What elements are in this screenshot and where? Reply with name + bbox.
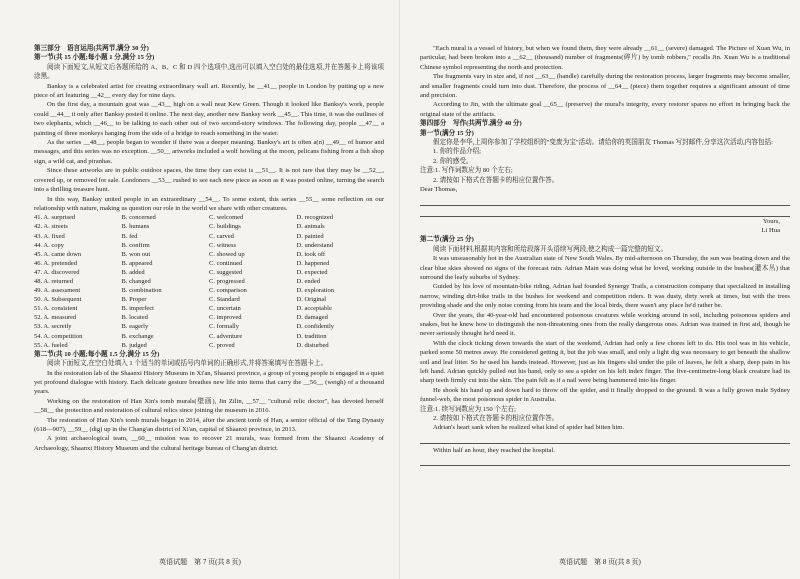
option-d: D. exploration (296, 287, 335, 295)
option-d: D. recognized (296, 214, 333, 222)
option-a: 41. A. surprised (34, 214, 76, 222)
option-b: B. appeared (121, 259, 153, 267)
option-b: B. won out (121, 250, 151, 258)
option-c: C. welcomed (209, 214, 244, 222)
part2-heading: 第二节(共 10 小题;每小题 1.5 分,满分 15 分) (34, 350, 160, 358)
question-options (34, 232, 384, 241)
option-c: C. continued (209, 259, 243, 267)
writing1-prompt: 假定你是李华,上周你参加了学校组织的"变废为宝"活动。请给你的英国朋友 Thomas 写封邮件,分享这次活动,内容包括: (433, 139, 774, 147)
option-b: B. humans (121, 223, 150, 231)
writing1-note: 2. 请按如下格式在答题卡的相应位置作答。 (433, 176, 559, 184)
option-c: C. uncertain (209, 305, 241, 313)
option-d: D. disturbed (296, 341, 329, 349)
passage-paragraph: Since these artworks are in public outdoor spaces, the time they can exist is __51__. It is not rare that they may be __52__, covered up, or removed for sale. Londoners __53__ rushed to see each new piece as soon as it was posted online, turning the search into a thrilling treasure hunt. (34, 167, 384, 194)
hanxin-passage (34, 369, 384, 454)
question-options (34, 213, 384, 222)
passage-paragraph: Banksy is a celebrated artist for creating extraordinary wall art. Recently, he __41__ people in London by putting up a new piece of art featuring __42__ every day for nine days. (34, 82, 384, 100)
option-a: 45. A. came down (34, 250, 82, 258)
option-a: 48. A. returned (34, 277, 73, 285)
option-d: D. happened (296, 259, 330, 267)
continuation-opener-2: Within half an hour, they reached the hospital. (433, 446, 555, 454)
option-b: B. added (121, 268, 145, 276)
option-b: B. concerned (121, 214, 156, 222)
writing2-heading: 第二节(满分 25 分) (420, 236, 474, 244)
page-footer: 英语试题 第 8 页(共 8 页) (559, 558, 641, 566)
option-d: D. expected (296, 268, 328, 276)
writing1-note: 1. 写作词数应为 80 个左右; (435, 167, 513, 175)
writing2-note: 1. 续写词数应为 150 个左右; (435, 405, 516, 413)
option-d: D. ended (296, 277, 320, 285)
option-a: 50. A. Subsequent (34, 296, 82, 304)
page-8-content (420, 44, 790, 466)
letter-signature: Li Hua (761, 226, 780, 234)
answer-line (420, 206, 790, 217)
option-a: 43. A. fixed (34, 232, 65, 240)
option-b: B. imperfect (121, 305, 154, 313)
passage-paragraph: In this way, Banksy united people in an extraordinary __54__. To some extent, this series __55__ some reflection on our relationship with nature, making us question our role in the world we share with other creatures. (34, 195, 384, 212)
writing1-heading: 第一节(满分 15 分) (420, 129, 474, 137)
option-d: D. understand (296, 241, 333, 249)
writing2-note: 2. 请按如下格式在答题卡的相应位置作答。 (433, 415, 559, 423)
notes-label: 注意: (420, 167, 436, 175)
option-b: B. changed (121, 277, 151, 285)
option-d: D. confidently (296, 323, 335, 331)
story-paragraph: Guided by his love of mountain-bike riding, Adrian had founded Synergy Trails, a construction company that specialized in installing narrow, winding dirt-bike trails in the bushes for weekend and competition riders. It was dusty, dirty work at times, but with the trees providing shade and the only noise coming from his team and the local birds, there wasn't any place he'd rather be. (420, 283, 790, 310)
option-c: C. proved (209, 341, 235, 349)
option-d: D. animals (296, 223, 325, 231)
passage-paragraph: The restoration of Han Xin's tomb murals began in 2014, after the ancient tomb of Han, a senior official of the Tang Dynasty (618—907), __59__ (dig) up in the Chang'an district of Xi'an, capital of Shaanxi province, in 2013. (34, 416, 384, 433)
letter-salutation: Dear Thomas, (420, 186, 458, 194)
option-c: C. witness (209, 241, 237, 249)
question-options (34, 322, 384, 331)
part4-title: 第四部分 写作(共两节,满分 40 分) (420, 120, 522, 128)
option-a: 53. A. secretly (34, 323, 72, 331)
option-d: D. took off (296, 250, 326, 258)
option-b: B. eagerly (121, 323, 149, 331)
question-options (34, 313, 384, 322)
story-paragraph: Over the years, the 40-year-old had encountered poisonous creatures while working around in soil, including poisonous spiders and snakes, but he knew how to distinguish the non-threatening ones from the really dangerous ones. Adrian was trained in first aid, though he never seriously thought he'd need it. (420, 311, 790, 338)
option-a: 44. A. copy (34, 241, 64, 249)
answer-line (420, 195, 790, 206)
option-d: D. acceptable (296, 305, 332, 313)
notes-label: 注意: (420, 405, 436, 413)
passage-paragraph: Working on the restoration of Han Xin's tomb murals(壁画), Jin Zilin, __57__ "cultural relic doctor", has devoted herself __58__ the protection and restoration of cultural relics since joining the museum in 2016. (34, 397, 384, 415)
part1-instructions: 阅读下面短文,从短文后各题所给的 A、B、C 和 D 四个选项中,选出可以填入空白处的最佳选项,并在答题卡上将该项涂黑。 (34, 63, 384, 81)
options-table (34, 213, 384, 349)
question-options (34, 295, 384, 304)
option-c: C. progressed (209, 277, 245, 285)
question-options (34, 304, 384, 313)
passage-paragraph: The fragments vary in size and, if not __63__ (handle) carefully during the restoration process, larger fragments may become smaller, and smaller fragments could turn into dust. Therefore, the process of __64__ (piece) them together requires a significant amount of time and precision. (420, 73, 790, 100)
story-paragraph: He shook his hand up and down hard to throw off the spider, and it finally dropped to the ground. It was a fully grown male Sydney funnel-web, the most poisonous spider in Australia. (420, 386, 790, 404)
option-b: B. combination (121, 287, 162, 295)
answer-line (420, 455, 790, 466)
page-footer: 英语试题 第 7 页(共 8 页) (159, 558, 241, 566)
option-c: C. Standard (209, 296, 240, 304)
answer-line (420, 433, 790, 444)
story-paragraph: With the clock ticking down towards the start of the weekend, Adrian had only a few chores left to do. His tool was in his vehicle, parked some 50 metres away. He considered getting it, but the job was small, and only a light dig was necessary to get beneath the shallow soil and leaf litter. So he used his hands instead. However, just as his fingers slid under the pile of leaves, he felt a sharp, deep pain in his left hand. Adrian quickly pulled out his hand, only to see a spider on his left index finger. The five-centimetre-long black creature had its sharp teeth firmly cut into the skin. The pain felt as if a nail were being hammered into his finger. (420, 339, 790, 385)
option-a: 51. A. consistent (34, 305, 78, 313)
writing2-instructions: 阅读下面材料,根据其内容和所给段落开头语续写两段,使之构成一篇完整的短文。 (433, 245, 668, 253)
option-c: C. showed up (209, 250, 245, 258)
question-options (34, 241, 384, 250)
passage-paragraph: "Each mural is a vessel of history, but when we found them, they were already __61__ (severe) damaged. The Picture of Xuan Wu, in particular, had been broken into a __62__ (thousand) number of fragments(碎片) by tomb robbers," recalls Jin. Xuan Wu is a traditional Chinese symbol representing the north and protection. (420, 45, 790, 71)
continuation-opener-1: Adrian's heart sank when he realized what kind of spider had bitten him. (433, 424, 625, 432)
letter-closing: Yours, (762, 217, 780, 225)
option-c: C. adventure (209, 332, 243, 340)
option-b: B. fed (121, 232, 138, 240)
question-options (34, 268, 384, 277)
section-title: 第三部分 语言运用(共两节,满分 30 分) (34, 45, 149, 52)
option-a: 52. A. measured (34, 314, 77, 322)
option-c: C. improved (209, 314, 242, 322)
option-b: B. judged (121, 341, 147, 349)
option-a: 55. A. fueled (34, 341, 68, 349)
passage-paragraph: As the series __48__, people began to wonder if there was a deeper meaning. Banksy's art is often a(n) __49__ of humor and messages, and this series was no exception. __50__ artworks included a wolf howling at the moon, pelicans fishing from a fish shop sign, a wild cat, and piranhas. (34, 139, 384, 165)
option-a: 47. A. discovered (34, 268, 80, 276)
option-d: D. Original (296, 296, 327, 304)
passage-paragraph: According to Jin, with the ultimate goal __65__ (preserve) the mural's integrity, every restorer spares no effort in bringing back the original state of the artifacts. (420, 101, 790, 118)
question-options (34, 341, 384, 350)
question-options (34, 332, 384, 341)
option-c: C. suggested (209, 268, 243, 276)
spider-story (420, 254, 790, 405)
page-7-content (34, 44, 384, 453)
question-options (34, 277, 384, 286)
option-d: D. tradition (296, 332, 327, 340)
option-b: B. exchange (121, 332, 154, 340)
option-b: B. Proper (121, 296, 147, 304)
writing1-point: 2. 你的感受。 (433, 157, 473, 165)
option-d: D. damaged (296, 314, 328, 322)
passage-paragraph: A joint archaeological team, __60__ mission was to recover 21 murals, was formed from the Shaanxi Academy of Archaeology, Shaanxi History Museum and the cultural heritage bureau of Chang'an district. (34, 435, 384, 452)
option-c: C. carved (209, 232, 234, 240)
option-d: D. painted (296, 232, 324, 240)
option-b: B. confirm (121, 241, 150, 249)
option-c: C. buildings (209, 223, 241, 231)
question-options (34, 286, 384, 295)
passage-paragraph: On the first day, a mountain goat was __43__ high on a wall near Kew Green. Though it looked like Banksy's work, people could __44__ it only after Banksy posted it online. The next day, another new Banksy work __45__. This time, it was the outlines of two elephants, which __46__ to be talking to each other out of two second-story windows. The following day, people __47__ a painting of three monkeys hanging from the side of a bridge to reach something in the water. (34, 101, 384, 137)
passage-paragraph: In the restoration lab of the Shaanxi History Museum in Xi'an, Shaanxi province, a group of young people is engaged in a quiet yet profound dialogue with history. Each delicate gesture breathes new life into items that carry the __56__ (weigh) of a thousand years. (34, 369, 384, 396)
writing1-point: 1. 你的作品介绍; (433, 148, 481, 156)
story-paragraph: It was unseasonably hot in the Australian state of New South Wales. By mid-afternoon on Thursday, the sun was beating down and the clear blue skies showed no signs of the forecast rain. Adrian Main was doing what he loved, working outside in the bushes(灌木丛) that surround the leafy suburbs of Sydney. (420, 255, 790, 281)
part1-heading: 第一节(共 15 小题;每小题 1 分,满分 15 分) (34, 54, 155, 62)
option-c: C. formally (209, 323, 239, 331)
option-a: 46. A. pretended (34, 259, 77, 267)
exam-page-8 (400, 0, 800, 579)
option-a: 42. A. streets (34, 223, 68, 231)
part2-instructions: 阅读下面短文,在空白处填入 1 个适当的单词或括号内单词的正确形式,并将答案填写在答题卡上。 (47, 360, 328, 368)
option-a: 54. A. competition (34, 332, 83, 340)
question-options (34, 259, 384, 268)
option-a: 49. A. assessment (34, 287, 81, 295)
option-b: B. located (121, 314, 148, 322)
question-options (34, 250, 384, 259)
option-c: C. comparison (209, 287, 247, 295)
question-options (34, 222, 384, 231)
banksy-passage (34, 82, 384, 214)
